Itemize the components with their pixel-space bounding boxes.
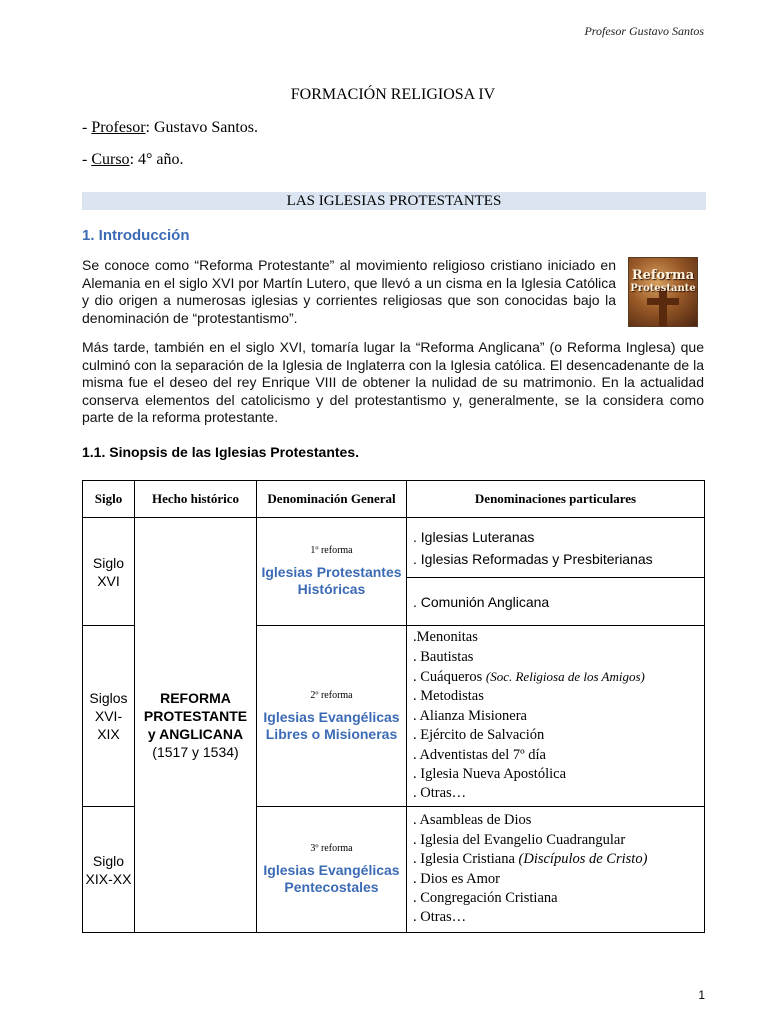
siglo-cell: Siglo XVI	[83, 518, 135, 626]
curso-line	[82, 151, 184, 169]
denominacion-name: Iglesias Evangélicas Libres o Misioneras	[263, 708, 400, 742]
table-header-row	[83, 481, 705, 518]
profesor-line	[82, 119, 258, 137]
intro-heading: 1. Introducción	[82, 227, 190, 244]
siglo-cell: Siglo XIX-XX	[83, 807, 135, 933]
particulares-cell	[407, 578, 705, 626]
list-item: . Asambleas de Dios	[413, 812, 532, 829]
particulares-cell	[407, 518, 705, 578]
denominacion-cell	[257, 626, 407, 807]
table-row	[83, 518, 705, 578]
image-caption-1: Reforma	[631, 268, 695, 283]
denominacion-cell	[257, 807, 407, 933]
section-title: LAS IGLESIAS PROTESTANTES	[82, 192, 706, 210]
list-item: . Comunión Anglicana	[413, 593, 550, 610]
intro-paragraph-1: Se conoce como “Reforma Protestante” al movimiento religioso cristiano iniciado en Alemania en el siglo XVI por Martín Lutero, que llevó a un cisma en la Iglesia Católica y dio origen a numerosas iglesias y corrientes religiosas que son conocidas bajo la denominación de “protestantismo”.	[82, 257, 616, 326]
list-item: . Metodistas	[413, 688, 484, 705]
list-item: . Iglesia Nueva Apostólica	[413, 766, 567, 783]
curso-label: Curso	[91, 151, 130, 168]
list-item-text: . Iglesia Cristiana	[413, 851, 515, 868]
list-item: . Ejército de Salvación	[413, 727, 545, 744]
list-item-note: (Soc. Religiosa de los Amigos)	[485, 668, 645, 684]
denominacion-cell	[257, 518, 407, 626]
intro-paragraph-2: Más tarde, también en el siglo XVI, tomaría lugar la “Reforma Anglicana” (o Reforma Inglesa) que culminó con la separación de la Iglesia de Inglaterra con la Iglesia católica. El desencadenante de la misma fue el deseo del rey Enrique VIII de obtener la nulidad de su matrimonio. En la actualidad conserva elementos del catolicismo y del protestantismo y, generalmente, se la considera como parte de la reforma protestante.	[82, 339, 704, 425]
reforma-label: 3º reforma	[310, 843, 353, 854]
list-item: .Menonitas	[413, 629, 478, 646]
hecho-cell	[135, 518, 257, 933]
bullet: -	[82, 151, 92, 168]
column-header: Denominaciones particulares	[407, 481, 705, 518]
running-header: Profesor Gustavo Santos	[584, 24, 704, 38]
reforma-protestante-image	[628, 257, 698, 327]
document-title: FORMACIÓN RELIGIOSA IV	[290, 86, 496, 103]
column-header: Siglo	[83, 481, 135, 518]
column-header: Denominación General	[257, 481, 407, 518]
image-caption-2: Protestante	[630, 283, 696, 294]
cross-shape	[647, 298, 679, 305]
bullet: -	[82, 119, 92, 136]
list-item: . Bautistas	[413, 648, 474, 665]
synopsis-table	[82, 480, 705, 933]
particulares-cell	[407, 626, 705, 807]
synopsis-heading: 1.1. Sinopsis de las Iglesias Protestantes.	[82, 444, 360, 460]
denominacion-name: Iglesias Evangélicas Pentecostales	[263, 862, 400, 895]
column-header: Hecho histórico	[135, 481, 257, 518]
reforma-label: 1º reforma	[310, 545, 353, 556]
denominacion-name: Iglesias Protestantes Históricas	[261, 564, 402, 597]
page-number: 1	[698, 988, 705, 1002]
curso-value: : 4° año.	[129, 151, 184, 168]
siglo-cell: Siglos XVI-XIX	[83, 626, 135, 807]
list-item	[413, 850, 698, 869]
list-item: . Dios es Amor	[413, 870, 500, 887]
list-item-text: . Cuáqueros	[413, 668, 483, 685]
reforma-label: 2º reforma	[310, 689, 353, 701]
list-item: . Adventistas del 7º día	[413, 746, 546, 763]
list-item	[413, 667, 698, 687]
list-item: . Iglesia del Evangelio Cuadrangular	[413, 831, 626, 848]
hecho-dates: (1517 y 1534)	[152, 744, 239, 760]
list-item: . Iglesias Reformadas y Presbiterianas	[413, 550, 653, 567]
list-item: . Alianza Misionera	[413, 707, 527, 724]
list-item: . Iglesias Luteranas	[413, 528, 535, 545]
hecho-line: y ANGLICANA	[147, 726, 244, 742]
list-item: . Otras…	[413, 785, 467, 802]
profesor-label: Profesor	[91, 119, 146, 136]
particulares-cell	[407, 807, 705, 933]
profesor-value: : Gustavo Santos.	[145, 119, 258, 136]
list-item: . Otras…	[413, 909, 467, 926]
hecho-line: PROTESTANTE	[143, 708, 248, 724]
hecho-line: REFORMA	[160, 690, 231, 706]
list-item-note: (Discípulos de Cristo)	[518, 851, 648, 868]
list-item: . Congregación Cristiana	[413, 889, 558, 906]
